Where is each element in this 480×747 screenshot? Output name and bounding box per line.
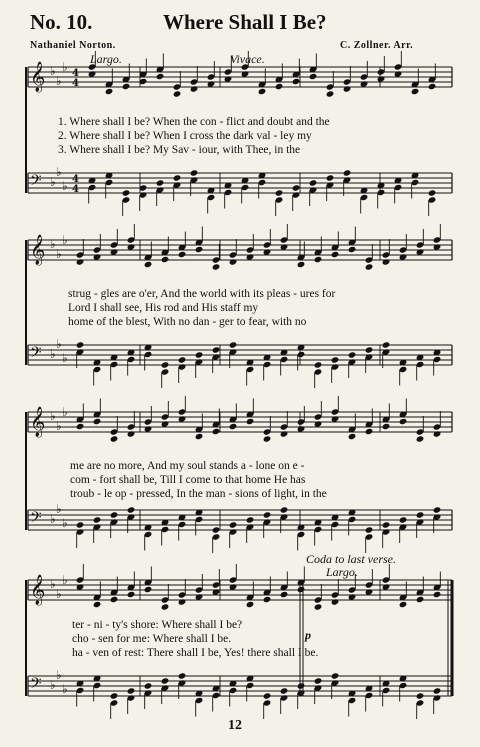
flat-icon: ♭ [50, 347, 56, 361]
note-head [229, 341, 238, 348]
note-head [292, 78, 301, 85]
note-head [331, 672, 340, 679]
note-head [212, 346, 221, 353]
note-head [382, 258, 391, 265]
note-head [93, 516, 102, 523]
note-head [331, 251, 340, 258]
note-head [382, 341, 391, 348]
note-head [416, 596, 425, 603]
note-head [161, 677, 170, 684]
coda-instruction: Coda to last verse. [306, 552, 396, 566]
lyric-line: 2. Where shall I be? When I cross the dark val - ley my [58, 130, 312, 142]
flat-icon: ♭ [50, 577, 56, 591]
author-credit: Nathaniel Norton. [30, 40, 116, 51]
note-head [263, 511, 272, 518]
note-head [178, 598, 187, 605]
note-head [292, 184, 301, 191]
flat-icon: ♭ [56, 668, 62, 682]
note-head [195, 351, 204, 358]
note-head [314, 603, 323, 610]
note-head [263, 435, 272, 442]
note-head [399, 516, 408, 523]
flat-icon: ♭ [62, 179, 68, 193]
note-head [399, 601, 408, 608]
note-head [173, 90, 182, 97]
flat-icon: ♭ [50, 64, 56, 78]
note-head [382, 521, 391, 528]
note-head [110, 435, 119, 442]
bass-clef-icon: 𝄢 [30, 344, 42, 365]
note-head [309, 179, 318, 186]
note-head [178, 251, 187, 258]
note-head [127, 591, 136, 598]
lyric-line: Lord I shall see, His rod and His staff my [68, 302, 259, 314]
note-head [416, 511, 425, 518]
note-head [365, 428, 374, 435]
flat-icon: ♭ [56, 419, 62, 433]
note-head [348, 433, 357, 440]
lyric-line: 1. Where shall I be? When the con - flict and doubt and the [58, 116, 330, 128]
note-head [229, 258, 238, 265]
tempo-vivace: Vivace. [230, 52, 265, 66]
note-head [178, 356, 187, 363]
note-head [343, 169, 352, 176]
note-head [127, 506, 136, 513]
note-head [280, 591, 289, 598]
note-head [195, 433, 204, 440]
flat-icon: ♭ [56, 74, 62, 88]
note-head [297, 682, 306, 689]
note-head [348, 351, 357, 358]
flat-icon: ♭ [50, 512, 56, 526]
note-head [190, 85, 199, 92]
note-head [258, 88, 267, 95]
bass-clef-icon: 𝄢 [30, 509, 42, 530]
note-head [161, 603, 170, 610]
note-head [314, 361, 323, 368]
note-head [433, 430, 442, 437]
note-head [314, 256, 323, 263]
note-head [428, 189, 437, 196]
note-head [161, 256, 170, 263]
note-head [280, 687, 289, 694]
note-head [326, 90, 335, 97]
flat-icon: ♭ [56, 337, 62, 351]
lyric-line: com - fort shall be, Till I come to that home He has [70, 474, 306, 486]
hymn-number: No. 10. [30, 10, 93, 34]
note-head [326, 174, 335, 181]
note-head [246, 418, 255, 425]
note-head [433, 591, 442, 598]
flat-icon: ♭ [56, 502, 62, 516]
note-head [190, 169, 199, 176]
bass-clef-icon: 𝄢 [30, 172, 42, 193]
note-head [76, 423, 85, 430]
note-head [76, 258, 85, 265]
note-head [246, 601, 255, 608]
time-signature: 4 [72, 174, 79, 185]
lyric-line: 3. Where shall I be? My Sav - iour, with Thee, in the [58, 144, 301, 156]
note-head [212, 526, 221, 533]
tempo-largo-coda: Largo. [326, 565, 358, 579]
note-head [144, 682, 153, 689]
lyric-line: ha - ven of rest: There shall I be, Yes! there shall I be. [72, 647, 319, 659]
note-head [263, 596, 272, 603]
note-head [382, 423, 391, 430]
note-head [331, 356, 340, 363]
flat-icon: ♭ [62, 233, 68, 247]
note-head [76, 521, 85, 528]
note-head [246, 516, 255, 523]
note-head [122, 189, 131, 196]
note-head [105, 88, 114, 95]
note-head [156, 179, 165, 186]
note-head [331, 598, 340, 605]
note-head [229, 521, 238, 528]
note-head [297, 261, 306, 268]
note-head [416, 435, 425, 442]
dynamic-mark: p [305, 628, 311, 642]
note-head [212, 263, 221, 270]
flat-icon: ♭ [62, 60, 68, 74]
note-head [433, 687, 442, 694]
composer-credit: C. Zollner. Arr. [340, 40, 414, 51]
note-head [93, 418, 102, 425]
note-head [275, 83, 284, 90]
note-head [428, 83, 437, 90]
lyric-line: ter - ni - ty's shore: Where shall I be? [72, 619, 243, 631]
note-head [309, 73, 318, 80]
hymn-title: Where Shall I Be? [163, 10, 327, 34]
note-head [433, 506, 442, 513]
note-head [195, 246, 204, 253]
note-head [93, 601, 102, 608]
note-head [399, 418, 408, 425]
note-head [229, 423, 238, 430]
note-head [178, 672, 187, 679]
treble-clef-icon: 𝄞 [30, 62, 46, 92]
note-head [173, 174, 182, 181]
treble-clef-icon: 𝄞 [30, 235, 46, 265]
flat-icon: ♭ [56, 587, 62, 601]
note-head [122, 83, 131, 90]
note-head [314, 677, 323, 684]
lyric-line: cho - sen for me: Where shall I be. [72, 633, 232, 645]
flat-icon: ♭ [50, 409, 56, 423]
note-head [411, 88, 420, 95]
flat-icon: ♭ [50, 237, 56, 251]
note-head [365, 346, 374, 353]
flat-icon: ♭ [62, 516, 68, 530]
lyric-line: me are no more, And my soul stands a - lone on e - [70, 460, 305, 472]
note-head [144, 586, 153, 593]
note-head [161, 361, 170, 368]
note-head [110, 692, 119, 699]
time-signature: 4 [72, 68, 79, 79]
note-head [297, 586, 306, 593]
note-head [110, 596, 119, 603]
tempo-largo: Largo. [90, 52, 122, 66]
page-number: 12 [228, 718, 242, 733]
lyric-line: home of the blest, With no dan - ger to fear, with no [68, 316, 307, 328]
bass-clef-icon: 𝄢 [30, 675, 42, 696]
flat-icon: ♭ [62, 405, 68, 419]
note-head [127, 687, 136, 694]
note-head [76, 341, 85, 348]
note-head [280, 506, 289, 513]
lyric-line: troub - le op - pressed, In the man - sions of light, in the [70, 488, 327, 500]
flat-icon: ♭ [62, 682, 68, 696]
note-head [348, 246, 357, 253]
note-head [127, 430, 136, 437]
time-signature: 4 [72, 78, 79, 89]
flat-icon: ♭ [62, 351, 68, 365]
note-head [144, 261, 153, 268]
note-head [365, 526, 374, 533]
note-head [110, 511, 119, 518]
note-head [343, 85, 352, 92]
note-head [280, 430, 289, 437]
flat-icon: ♭ [62, 573, 68, 587]
lyric-line: strug - gles are o'er, And the world with its pleas - ures for [68, 288, 336, 300]
flat-icon: ♭ [50, 678, 56, 692]
note-head [416, 692, 425, 699]
note-head [212, 428, 221, 435]
note-head [156, 73, 165, 80]
note-head [275, 189, 284, 196]
time-signature: 4 [72, 184, 79, 195]
note-head [263, 692, 272, 699]
flat-icon: ♭ [56, 247, 62, 261]
flat-icon: ♭ [50, 175, 56, 189]
treble-clef-icon: 𝄞 [30, 575, 46, 605]
treble-clef-icon: 𝄞 [30, 407, 46, 437]
flat-icon: ♭ [56, 165, 62, 179]
note-head [365, 263, 374, 270]
